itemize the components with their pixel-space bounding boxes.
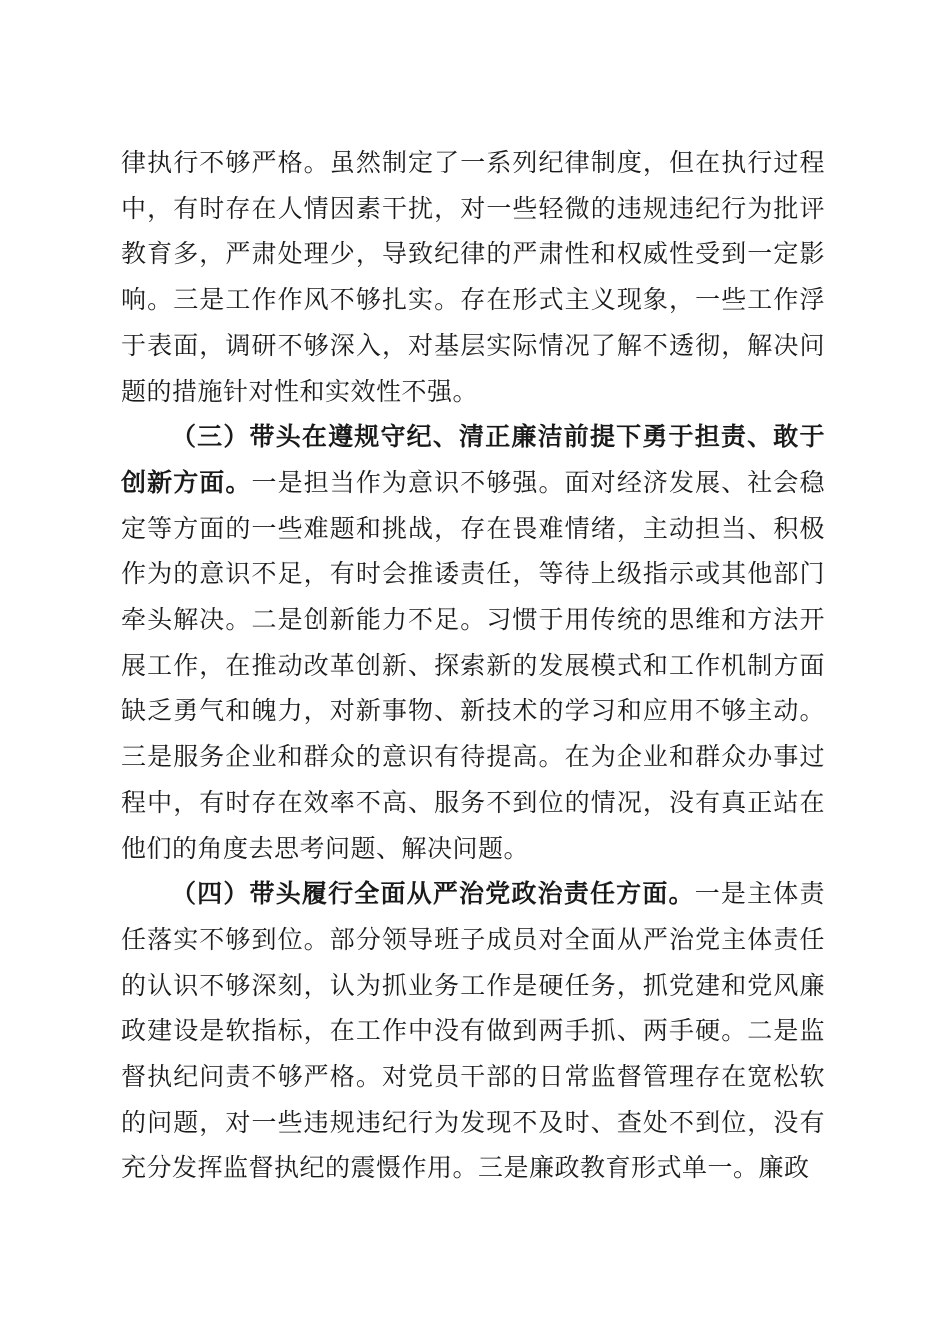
section-heading: （四）带头履行全面从严治党政治责任方面。 [171, 879, 695, 909]
paragraph-text: 一是担当作为意识不够强。面对经济发展、社会稳定等方面的一些难题和挑战，存在畏难情绪，主动担当、积极作为的意识不足，有时会推诿责任，等待上级指示或其他部门牵头解决。二是创新能力不足。习惯于用传统的思维和方法开展工作，在推动改革创新、探索新的发展模式和工作机制方面缺乏勇气和魄力，对新事物、新技术的学习和应用不够主动。三是服务企业和群众的意识有待提高。在为企业和群众办事过程中，有时存在效率不高、服务不到位的情况，没有真正站在他们的角度去思考问题、解决问题。 [121, 467, 825, 863]
paragraph-section-4 [121, 871, 825, 1191]
paragraph-section-3 [121, 414, 825, 871]
section-heading: （三）带头在遵规守纪、清正廉洁前提下勇于担责、敢于创新方面。 [121, 422, 825, 497]
paragraph-continuation [121, 140, 825, 414]
paragraph-text: 律执行不够严格。虽然制定了一系列纪律制度，但在执行过程中，有时存在人情因素干扰，对一些轻微的违规违纪行为批评教育多，严肃处理少，导致纪律的严肃性和权威性受到一定影响。三是工作作风不够扎实。存在形式主义现象，一些工作浮于表面，调研不够深入，对基层实际情况了解不透彻，解决问题的措施针对性和实效性不强。 [121, 148, 825, 406]
paragraph-text: 一是主体责任落实不够到位。部分领导班子成员对全面从严治党主体责任的认识不够深刻，认为抓业务工作是硬任务，抓党建和党风廉政建设是软指标，在工作中没有做到两手抓、两手硬。二是监督执纪问责不够严格。对党员干部的日常监督管理存在宽松软的问题，对一些违规违纪行为发现不及时、查处不到位，没有充分发挥监督执纪的震慑作用。三是廉政教育形式单一。廉政 [121, 879, 825, 1183]
document-body [121, 140, 825, 1191]
